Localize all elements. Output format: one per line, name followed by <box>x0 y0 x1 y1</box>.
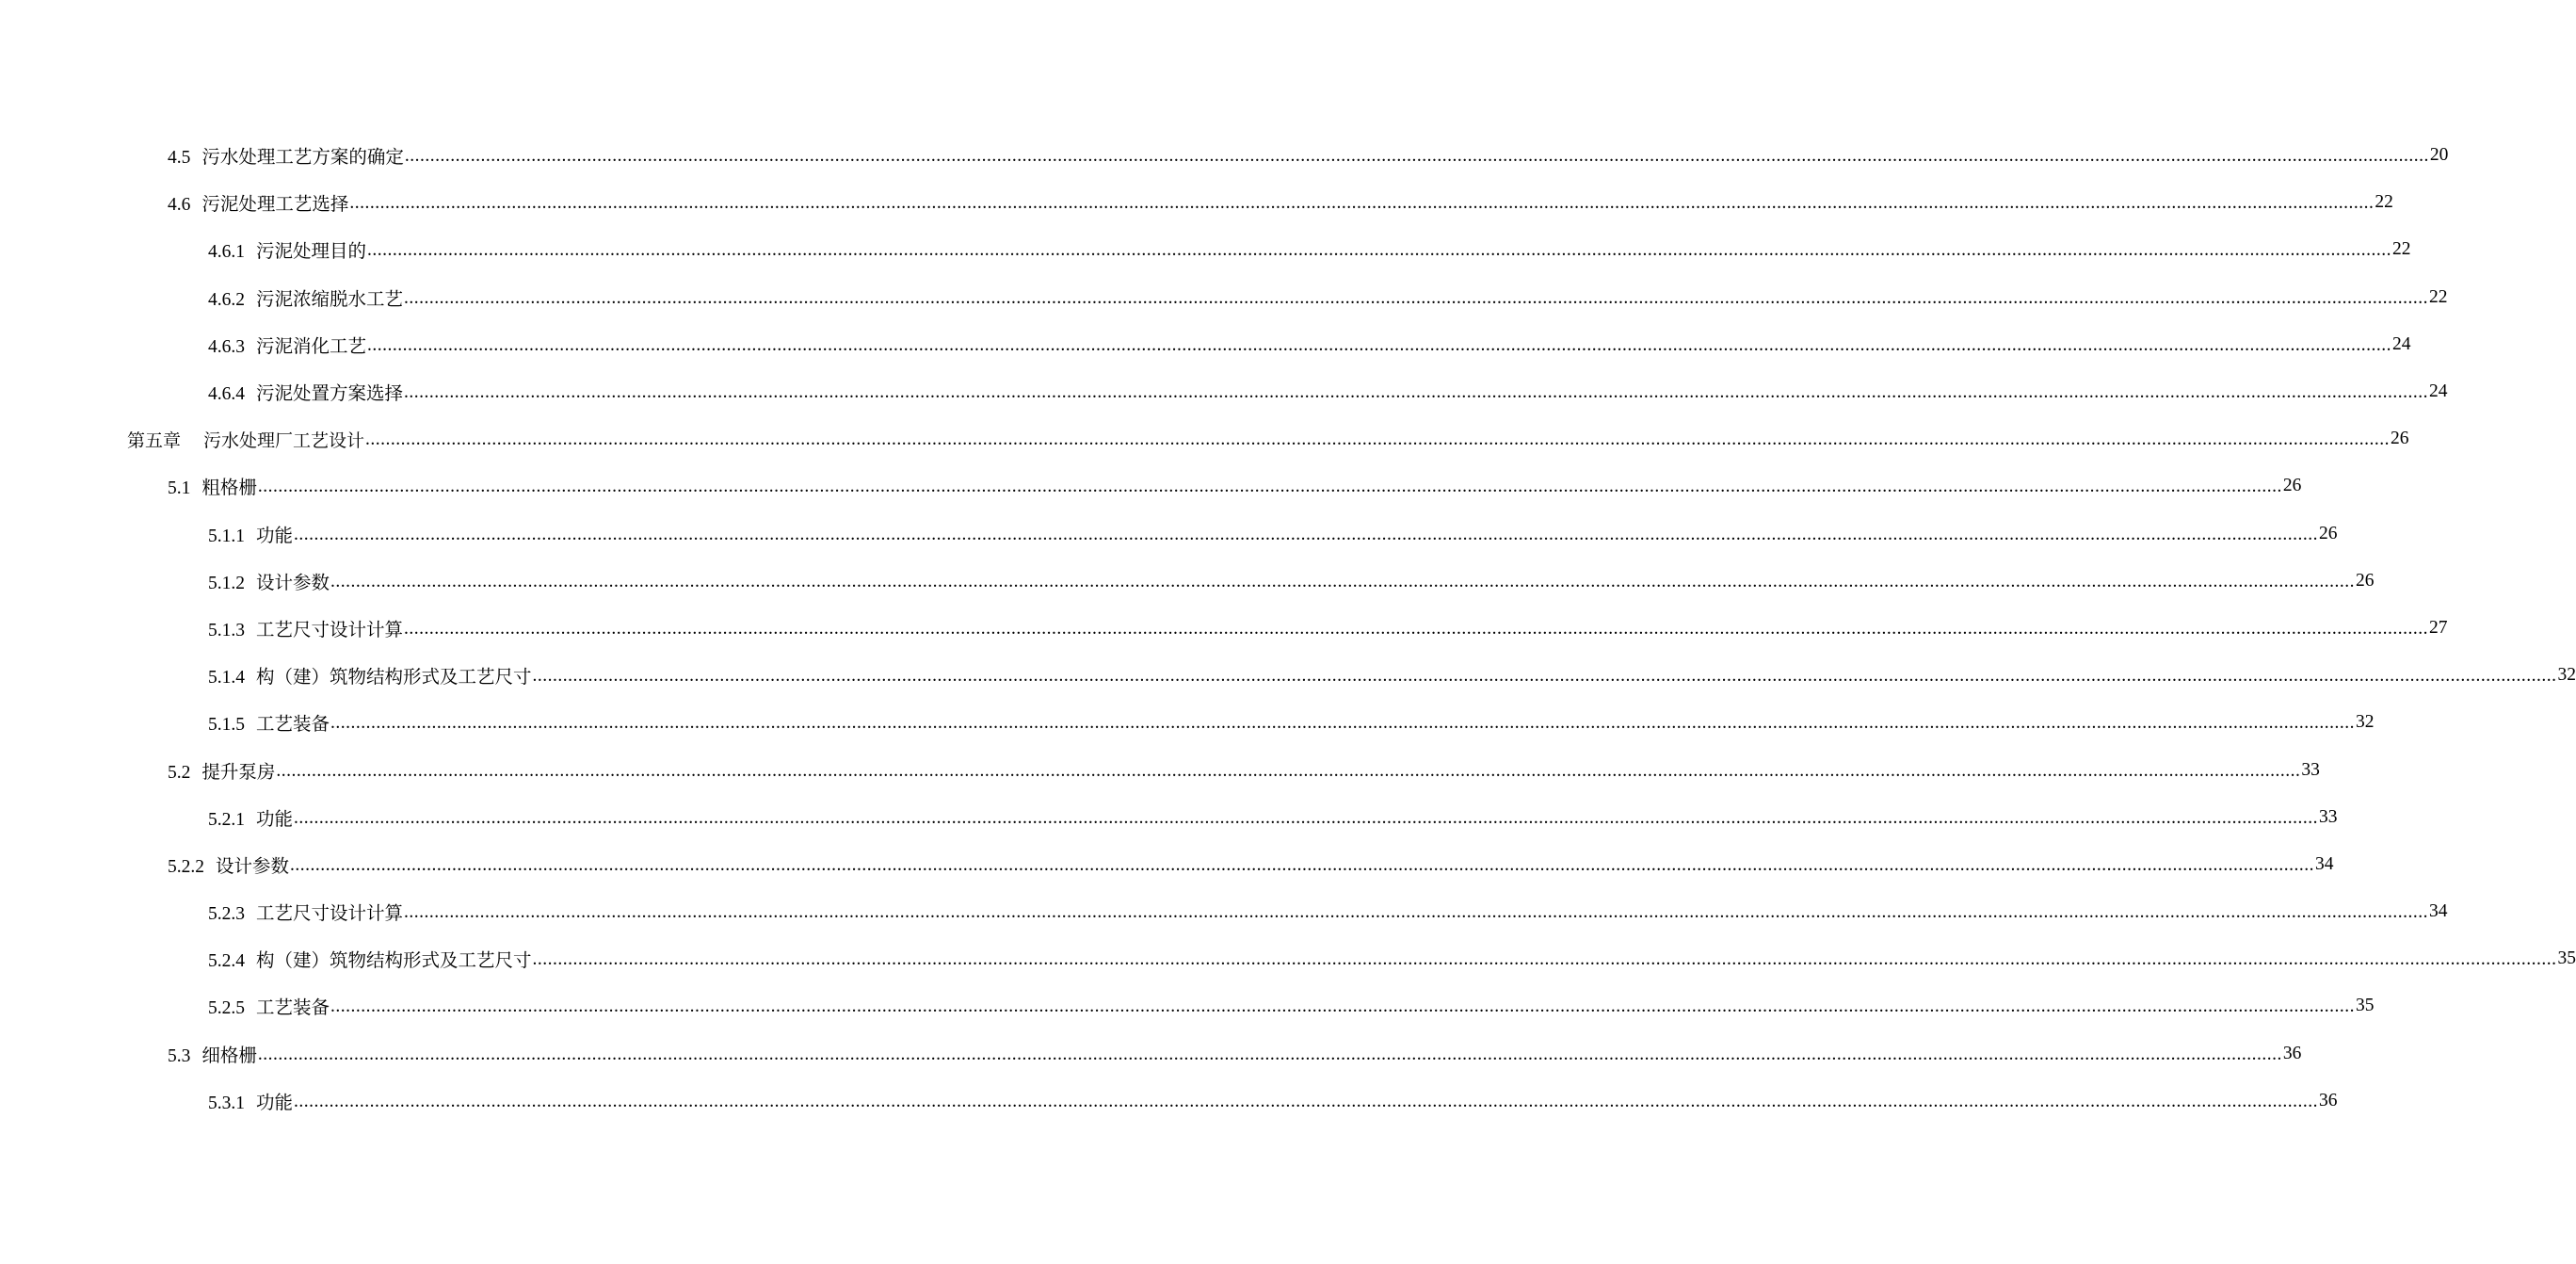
toc-entry[interactable] <box>0 179 2393 226</box>
toc-entry-title <box>208 662 532 689</box>
toc-entry-number: 5.1.1 <box>208 526 245 546</box>
toc-page-number: 34 <box>2315 853 2334 874</box>
toc-entry-title <box>208 946 532 972</box>
toc-entry[interactable] <box>0 794 2338 841</box>
toc-entry-label: 功能 <box>256 526 294 546</box>
toc-entry[interactable] <box>0 1078 2338 1125</box>
toc-entry-title <box>168 189 348 216</box>
toc-page-number: 34 <box>2429 901 2448 922</box>
toc-entry[interactable] <box>0 888 2448 935</box>
toc-entry-number: 5.1.5 <box>208 715 245 736</box>
toc-entry-title <box>168 142 404 169</box>
toc-page-number: 24 <box>2429 381 2448 402</box>
toc-leader-dots: ................................................................................................................................................................................................................................................................................................................................................................................................................ <box>404 382 2429 403</box>
toc-entry-title <box>168 757 275 784</box>
toc-entry-label: 工艺尺寸设计计算 <box>256 620 404 640</box>
toc-entry-title <box>208 332 366 358</box>
toc-entry-number: 5.1 <box>168 478 191 499</box>
toc-leader-dots: ................................................................................................................................................................................................................................................................................................................................................................................................................ <box>294 807 2319 828</box>
toc-page-number: 35 <box>2557 948 2576 969</box>
toc-entry-number: 5.1.2 <box>208 573 245 593</box>
toc-page-number: 20 <box>2429 145 2449 166</box>
toc-entry-title <box>208 284 403 311</box>
toc-entry-number: 5.2.1 <box>208 809 245 830</box>
toc-entry-label: 构（建）筑物结构形式及工艺尺寸 <box>256 951 532 972</box>
toc-entry-label: 设计参数 <box>256 573 330 593</box>
toc-entry-number: 5.1.3 <box>208 620 245 640</box>
toc-entry-number: 5.1.4 <box>208 668 245 689</box>
toc-entry[interactable] <box>0 132 2449 179</box>
toc-entry-title <box>208 899 403 925</box>
toc-entry-label: 功能 <box>256 1093 294 1113</box>
toc-entry-number: 4.6.2 <box>208 289 245 310</box>
toc-entry-title <box>208 521 293 547</box>
toc-entry-label: 污泥处理工艺选择 <box>201 195 349 216</box>
toc-entry[interactable] <box>0 415 2409 462</box>
toc-entry[interactable] <box>0 699 2375 746</box>
toc-page-number: 22 <box>2429 286 2448 307</box>
toc-leader-dots: ................................................................................................................................................................................................................................................................................................................................................................................................................ <box>330 571 2356 591</box>
toc-entry-number: 第五章 <box>127 429 182 451</box>
toc-entry[interactable] <box>0 462 2302 510</box>
toc-page-number: 32 <box>2557 665 2576 686</box>
toc-entry-label: 细格栅 <box>201 1045 257 1066</box>
toc-leader-dots: ................................................................................................................................................................................................................................................................................................................................................................................................................ <box>294 524 2319 544</box>
toc-entry-label: 工艺装备 <box>256 715 330 736</box>
toc-entry-number: 5.2.3 <box>208 904 245 925</box>
toc-entry-label: 提升泵房 <box>201 762 276 783</box>
toc-page-number: 22 <box>2392 239 2411 260</box>
toc-entry-label: 污泥浓缩脱水工艺 <box>256 289 404 310</box>
toc-entry[interactable] <box>0 746 2320 793</box>
toc-leader-dots: ................................................................................................................................................................................................................................................................................................................................................................................................................ <box>532 666 2557 687</box>
toc-page-number: 35 <box>2356 996 2375 1016</box>
toc-leader-dots: ................................................................................................................................................................................................................................................................................................................................................................................................................ <box>330 713 2356 734</box>
toc-leader-dots: ................................................................................................................................................................................................................................................................................................................................................................................................................ <box>257 477 2282 497</box>
toc-entry-number: 5.2.4 <box>208 951 245 972</box>
toc-page-number: 33 <box>2319 806 2338 827</box>
toc-entry-number: 5.2 <box>168 762 191 783</box>
toc-entry-title <box>208 568 330 594</box>
toc-entry[interactable] <box>0 841 2334 888</box>
toc-entry-number: 5.3 <box>168 1045 191 1066</box>
toc-entry-number: 4.6 <box>168 195 191 216</box>
toc-page-number: 36 <box>2319 1090 2338 1110</box>
toc-entry-title <box>208 709 330 736</box>
toc-page-number: 24 <box>2392 333 2411 354</box>
toc-entry-label: 工艺装备 <box>256 998 330 1019</box>
toc-entry-title <box>208 1088 293 1114</box>
toc-entry[interactable] <box>0 368 2448 415</box>
toc-entry-label: 污泥消化工艺 <box>256 336 367 357</box>
toc-leader-dots: ................................................................................................................................................................................................................................................................................................................................................................................................................ <box>290 854 2315 875</box>
toc-page-number: 27 <box>2429 617 2448 638</box>
toc-page-number: 22 <box>2375 192 2393 213</box>
toc-page-number: 36 <box>2282 1043 2302 1063</box>
toc-entry[interactable] <box>0 605 2448 652</box>
toc-entry[interactable] <box>0 1030 2302 1078</box>
toc-entry[interactable] <box>0 982 2375 1029</box>
toc-entry[interactable] <box>0 226 2411 273</box>
toc-entry-label: 污泥处置方案选择 <box>256 384 404 405</box>
toc-entry-number: 5.2.2 <box>168 856 204 877</box>
toc-leader-dots: ................................................................................................................................................................................................................................................................................................................................................................................................................ <box>276 760 2301 781</box>
toc-page-number: 26 <box>2356 570 2375 591</box>
toc-entry-number: 4.6.3 <box>208 336 245 357</box>
toc-entry-number: 5.2.5 <box>208 998 245 1019</box>
table-of-contents <box>0 132 2576 1125</box>
toc-leader-dots: ................................................................................................................................................................................................................................................................................................................................................................................................................ <box>404 902 2429 923</box>
toc-entry-label: 粗格栅 <box>201 478 257 499</box>
toc-entry-label: 工艺尺寸设计计算 <box>256 904 404 925</box>
toc-entry-label: 构（建）筑物结构形式及工艺尺寸 <box>256 668 532 689</box>
toc-page-number: 32 <box>2356 712 2375 733</box>
toc-entry-title <box>168 851 289 878</box>
toc-entry-title <box>208 379 403 405</box>
toc-entry-title <box>208 615 403 641</box>
toc-leader-dots: ................................................................................................................................................................................................................................................................................................................................................................................................................ <box>404 287 2429 308</box>
toc-entry-title <box>208 993 330 1019</box>
toc-entry[interactable] <box>0 510 2338 558</box>
toc-entry-label: 污泥处理目的 <box>256 242 367 263</box>
toc-entry[interactable] <box>0 321 2411 368</box>
toc-entry[interactable] <box>0 274 2448 321</box>
toc-entry-number: 5.3.1 <box>208 1093 245 1113</box>
toc-entry-number: 4.6.4 <box>208 384 245 405</box>
toc-page-number: 26 <box>2319 523 2338 543</box>
toc-leader-dots: ................................................................................................................................................................................................................................................................................................................................................................................................................ <box>257 1044 2282 1064</box>
toc-leader-dots: ................................................................................................................................................................................................................................................................................................................................................................................................................ <box>294 1091 2319 1111</box>
toc-entry-label: 污水处理厂工艺设计 <box>203 429 365 451</box>
toc-entry[interactable] <box>0 935 2576 982</box>
toc-entry-title <box>168 1041 257 1067</box>
toc-entry[interactable] <box>0 558 2375 605</box>
toc-leader-dots: ................................................................................................................................................................................................................................................................................................................................................................................................................ <box>349 193 2375 214</box>
toc-leader-dots: ................................................................................................................................................................................................................................................................................................................................................................................................................ <box>367 240 2392 261</box>
toc-entry-title <box>208 236 366 263</box>
toc-leader-dots: ................................................................................................................................................................................................................................................................................................................................................................................................................ <box>365 429 2391 450</box>
toc-leader-dots: ................................................................................................................................................................................................................................................................................................................................................................................................................ <box>330 997 2356 1017</box>
toc-page-number: 26 <box>2391 429 2409 449</box>
toc-leader-dots: ................................................................................................................................................................................................................................................................................................................................................................................................................ <box>404 146 2429 167</box>
toc-leader-dots: ................................................................................................................................................................................................................................................................................................................................................................................................................ <box>532 949 2557 970</box>
toc-entry-number: 4.5 <box>168 148 191 169</box>
toc-page-number: 26 <box>2282 476 2302 496</box>
toc-entry-number: 4.6.1 <box>208 242 245 263</box>
toc-entry-title <box>127 427 364 452</box>
toc-entry-label: 功能 <box>256 809 294 830</box>
toc-entry[interactable] <box>0 652 2576 699</box>
toc-entry-label: 设计参数 <box>216 856 290 877</box>
toc-entry-label: 污水处理工艺方案的确定 <box>201 148 404 169</box>
toc-leader-dots: ................................................................................................................................................................................................................................................................................................................................................................................................................ <box>404 618 2429 639</box>
toc-leader-dots: ................................................................................................................................................................................................................................................................................................................................................................................................................ <box>367 334 2392 355</box>
toc-page-number: 33 <box>2301 759 2320 780</box>
toc-entry-title <box>168 473 257 499</box>
toc-entry-title <box>208 804 293 831</box>
